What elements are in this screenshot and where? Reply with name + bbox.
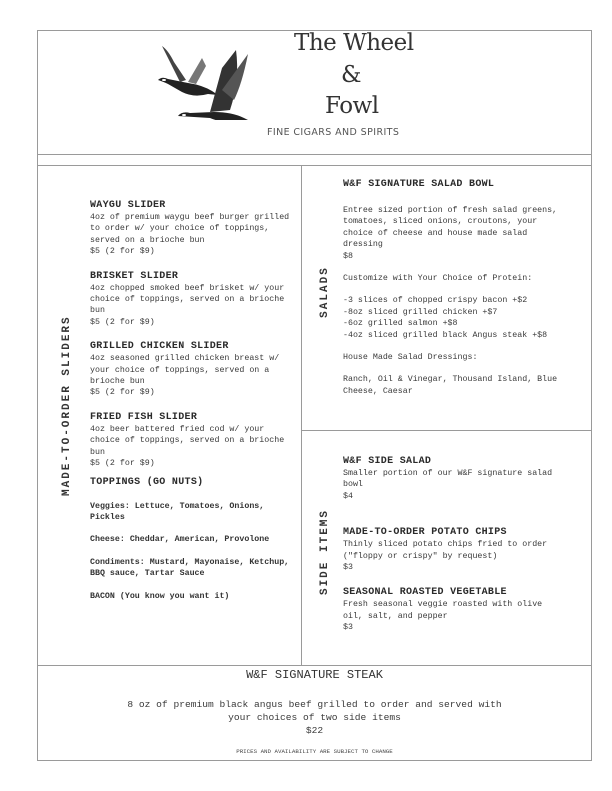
brand-title-line2: & [341, 62, 361, 88]
item-name: W&F SIDE SALAD [343, 456, 432, 467]
protein-option: -4oz sliced grilled black Angus steak +$8 [343, 330, 548, 340]
item-name: GRILLED CHICKEN SLIDER [90, 341, 229, 353]
item-name: SEASONAL ROASTED VEGETABLE [343, 587, 507, 599]
menu-item [343, 586, 558, 633]
item-price: $3 [343, 623, 353, 633]
toppings-title: TOPPINGS (GO NUTS) [90, 476, 204, 488]
toppings-condiments: Condiments: Mustard, Mayonaise, Ketchup, BBQ sauce, Tartar Sauce [90, 557, 290, 579]
item-price: $8 [343, 251, 353, 261]
sliders-list [90, 199, 295, 602]
dressings-title: House Made Salad Dressings: [343, 353, 478, 363]
brand-title-line1: The Wheel [294, 30, 414, 56]
item-price: $5 (2 for $9) [90, 388, 155, 398]
protein-option: -3 slices of chopped crispy bacon +$2 [343, 296, 528, 306]
tagline: FINE CIGARS AND SPIRITS [267, 127, 400, 138]
item-price: $5 (2 for $9) [90, 317, 155, 327]
logo-geese [140, 40, 275, 120]
item-desc: 4oz of premium waygu beef burger grilled to order w/ your choice of toppings, served on a brioche bun [90, 213, 290, 245]
item-desc: Thinly sliced potato chips fried to order ("floppy or crispy" by request) [343, 540, 548, 561]
steak-section [37, 666, 592, 755]
sides-list [343, 455, 558, 634]
item-desc: 4oz seasoned grilled chicken breast w/ your choice of toppings, served on a brioche bun [90, 354, 280, 387]
frame-bottom [37, 760, 592, 761]
salads-sides-divider [301, 430, 592, 431]
steak-price: $22 [305, 725, 324, 736]
steak-desc-line1: 8 oz of premium black angus beef grilled to order and served with [127, 699, 502, 710]
item-desc: Entree sized portion of fresh salad greens, tomatoes, sliced onions, croutons, your choice of cheese and house made salad dressing [343, 206, 558, 250]
brand-title-line3: Fowl [325, 93, 379, 119]
item-price: $5 (2 for $9) [90, 247, 155, 257]
protein-title: Customize with Your Choice of Protein: [343, 274, 533, 284]
menu-item [90, 199, 295, 258]
salad-item [343, 178, 558, 397]
toppings-cheese: Cheese: Cheddar, American, Provolone [90, 535, 270, 545]
item-price: $4 [343, 491, 353, 501]
steak-name: W&F SIGNATURE STEAK [246, 668, 383, 682]
item-desc: Smaller portion of our W&F signature salad bowl [343, 469, 553, 490]
item-name: MADE-TO-ORDER POTATO CHIPS [343, 527, 507, 539]
frame-right [591, 30, 592, 761]
item-price: $5 (2 for $9) [90, 459, 155, 469]
item-name: W&F SIGNATURE SALAD BOWL [343, 179, 495, 190]
frame-left [37, 30, 38, 761]
header-divider-2 [37, 165, 592, 166]
footer-note: PRICES AND AVAILABILITY ARE SUBJECT TO CHANGE [236, 748, 393, 755]
header-divider [37, 154, 592, 155]
item-name: WAYGU SLIDER [90, 200, 166, 211]
protein-option: -8oz sliced grilled chicken +$7 [343, 307, 498, 317]
item-desc: 4oz chopped smoked beef brisket w/ your choice of toppings, served on a brioche bun [90, 283, 285, 316]
menu-item [90, 340, 295, 399]
section-label-sides: SIDE ITEMS [319, 509, 331, 596]
steak-desc-line2: your choices of two side items [228, 712, 401, 723]
dressings-list: Ranch, Oil & Vinegar, Thousand Island, Blue Cheese, Caesar [343, 375, 558, 396]
item-desc: 4oz beer battered fried cod w/ your choice of toppings, served on a brioche bun [90, 424, 285, 457]
menu-item [90, 270, 295, 329]
item-name: FRIED FISH SLIDER [90, 411, 198, 423]
item-price: $3 [343, 563, 353, 573]
item-desc: Fresh seasonal veggie roasted with olive oil, salt, and pepper [343, 600, 543, 621]
protein-option: -6oz grilled salmon +$8 [343, 319, 458, 329]
section-label-sliders: MADE-TO-ORDER SLIDERS [61, 315, 73, 496]
column-divider [301, 165, 302, 665]
menu-item [90, 411, 295, 470]
section-label-salads: SALADS [319, 266, 331, 318]
toppings-bacon: BACON (You know you want it) [90, 591, 230, 601]
toppings-veggies: Veggies: Lettuce, Tomatoes, Onions, Pickles [90, 501, 265, 522]
item-name: BRISKET SLIDER [90, 270, 179, 282]
menu-item [343, 526, 558, 573]
menu-item [343, 455, 558, 502]
